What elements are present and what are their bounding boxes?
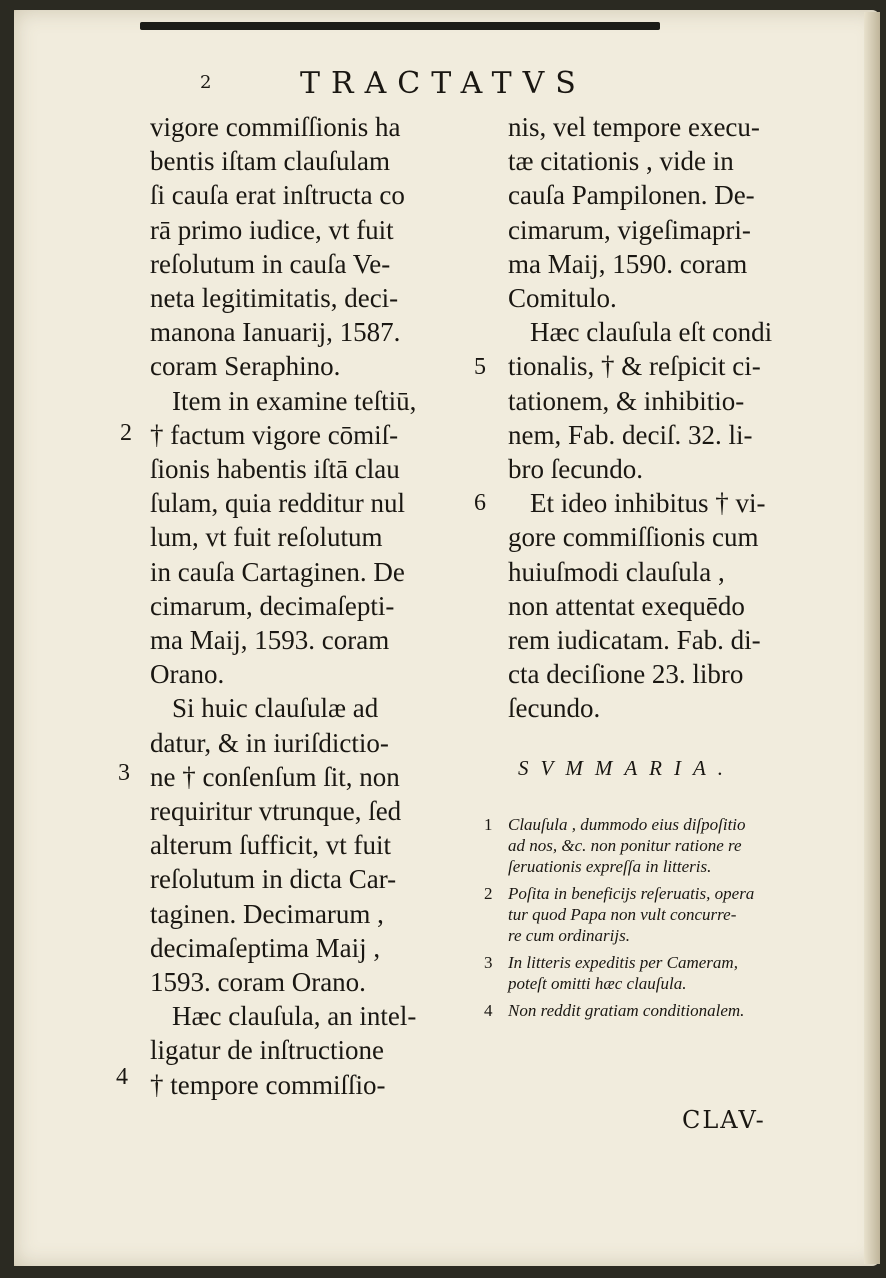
text-line: gore commiſſionis cum bbox=[508, 522, 759, 553]
summary-item-number: 2 bbox=[484, 884, 493, 903]
text-line: Si huic clauſulæ ad bbox=[172, 693, 379, 724]
text-line: ma Maij, 1590. coram bbox=[508, 248, 748, 279]
text-line: ligatur de inſtructione bbox=[150, 1035, 384, 1066]
text-line: 1593. coram Orano. bbox=[150, 967, 366, 998]
text-line: datur, & in iuriſdictio- bbox=[150, 727, 389, 758]
text-line: tationem, & inhibitio- bbox=[508, 385, 745, 416]
text-line: ſionis habentis iſtā clau bbox=[150, 454, 400, 485]
text-line: taginen. Decimarum , bbox=[150, 898, 384, 929]
text-line: Comitulo. bbox=[508, 283, 617, 314]
right-text-column bbox=[508, 110, 818, 726]
text-line: rā primo iudice, vt fuit bbox=[150, 214, 394, 245]
text-line: cimarum, vigeſimapri- bbox=[508, 214, 751, 245]
text-line: alterum ſufficit, vt fuit bbox=[150, 830, 391, 861]
margin-note-number: 5 bbox=[474, 354, 486, 380]
text-line: bro ſecundo. bbox=[508, 454, 643, 485]
text-line: in cauſa Cartaginen. De bbox=[150, 556, 405, 587]
summary-item-number: 3 bbox=[484, 953, 493, 972]
summary-item-line: Clauſula , dummodo eius diſpoſitio bbox=[508, 815, 746, 834]
text-line: nis, vel tempore execu- bbox=[508, 112, 760, 142]
text-line: decimaſeptima Maij , bbox=[150, 932, 381, 963]
text-line: ſecundo. bbox=[508, 693, 601, 724]
summary-item bbox=[484, 883, 824, 946]
summary-item-line: In litteris expeditis per Cameram, bbox=[508, 953, 738, 972]
text-line: tæ citationis , vide in bbox=[508, 146, 734, 177]
text-line: requiritur vtrunque, ſed bbox=[150, 796, 402, 827]
text-line: coram Seraphino. bbox=[150, 351, 341, 382]
scan-top-strip bbox=[140, 22, 660, 30]
summary-item-line: ſeruationis expreſſa in litteris. bbox=[508, 857, 712, 876]
text-line: lum, vt fuit reſolutum bbox=[150, 522, 383, 553]
text-line: reſolutum in cauſa Ve- bbox=[150, 248, 391, 279]
text-line: cta deciſione 23. libro bbox=[508, 659, 744, 690]
text-line: ne † conſenſum ſit, non bbox=[150, 761, 400, 792]
text-line: vigore commiſſionis ha bbox=[150, 112, 401, 142]
text-line: cimarum, decimaſepti- bbox=[150, 590, 395, 621]
summary-list bbox=[484, 814, 824, 1027]
text-line: ma Maij, 1593. coram bbox=[150, 625, 390, 656]
text-line: Et ideo inhibitus † vi- bbox=[530, 488, 766, 519]
text-line: reſolutum in dicta Car- bbox=[150, 864, 397, 895]
page-edge-right bbox=[864, 12, 880, 1264]
text-line: † factum vigore cōmiſ- bbox=[150, 419, 399, 450]
text-line: Item in examine teſtiū, bbox=[172, 385, 417, 416]
summary-item-line: re cum ordinarijs. bbox=[508, 926, 630, 945]
summary-item-line: tur quod Papa non vult concurre- bbox=[508, 905, 737, 924]
summary-item bbox=[484, 814, 824, 877]
summary-item-line: Poſita in beneficijs reſeruatis, opera bbox=[508, 884, 755, 903]
margin-note-number: 6 bbox=[474, 490, 486, 516]
margin-note-number: 2 bbox=[120, 420, 132, 446]
summary-item-number: 1 bbox=[484, 815, 493, 834]
summary-item-line: poteſt omitti hæc clauſula. bbox=[508, 974, 687, 993]
margin-note-number: 3 bbox=[118, 760, 130, 786]
text-line: † tempore commiſſio- bbox=[150, 1069, 386, 1100]
summary-item bbox=[484, 1000, 824, 1021]
text-line: manona Ianuarij, 1587. bbox=[150, 317, 401, 348]
text-line: ſi cauſa erat inſtructa co bbox=[150, 180, 405, 211]
summary-item-number: 4 bbox=[484, 1001, 493, 1020]
margin-note-number: 4 bbox=[116, 1064, 128, 1090]
text-line: non attentat exequēdo bbox=[508, 590, 745, 621]
folio-number: 2 bbox=[200, 72, 212, 93]
text-line: Hæc clauſula eſt condi bbox=[530, 317, 773, 348]
left-text-column bbox=[150, 110, 460, 1102]
text-line: rem iudicatam. Fab. di- bbox=[508, 625, 761, 656]
text-line: neta legitimitatis, deci- bbox=[150, 283, 399, 314]
text-line: huiuſmodi clauſula , bbox=[508, 556, 725, 587]
text-line: tionalis, † & reſpicit ci- bbox=[508, 351, 761, 382]
summary-item bbox=[484, 952, 824, 994]
text-line: Orano. bbox=[150, 659, 225, 690]
text-line: ſulam, quia redditur nul bbox=[150, 488, 405, 519]
text-line: cauſa Pampilonen. De- bbox=[508, 180, 755, 211]
summary-heading: SVMMARIA. bbox=[518, 756, 736, 780]
text-line: Hæc clauſula, an intel- bbox=[172, 1001, 417, 1032]
text-line: nem, Fab. deciſ. 32. li- bbox=[508, 419, 753, 450]
text-line: bentis iſtam clauſulam bbox=[150, 146, 390, 177]
running-head: TRACTATVS bbox=[300, 66, 587, 101]
summary-item-line: ad nos, &c. non ponitur ratione re bbox=[508, 836, 742, 855]
summary-item-line: Non reddit gratiam conditionalem. bbox=[508, 1001, 745, 1020]
catchword: CLAV- bbox=[682, 1106, 766, 1134]
